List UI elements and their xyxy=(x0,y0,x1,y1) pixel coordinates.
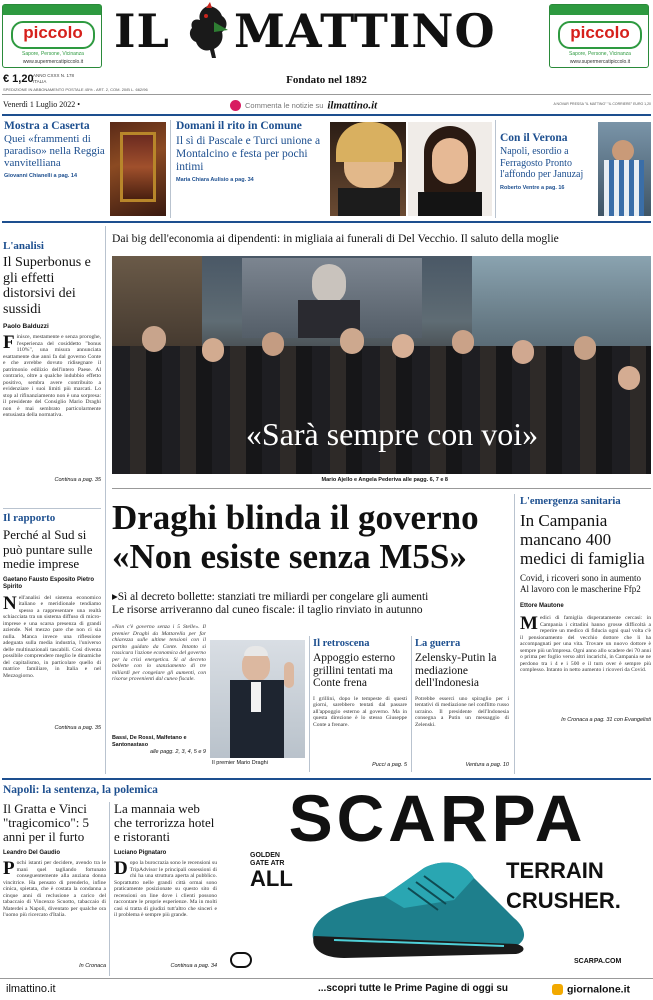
sanita-kicker: L'emergenza sanitaria xyxy=(520,496,621,507)
funeral-quote: «Sarà sempre con voi» xyxy=(245,416,539,452)
giornalone-icon xyxy=(552,984,563,995)
rooster-icon xyxy=(184,2,232,60)
retroscena-headline: Appoggio esterno grillini tentati ma Conte frena xyxy=(313,652,396,689)
analysis-dropcap: F xyxy=(3,334,15,353)
main-pages: alle pagg. 2, 3, 4, 5 e 9 xyxy=(150,749,206,755)
scarpa-model-2: GATE ATR xyxy=(250,860,285,867)
scarpa-ad[interactable] xyxy=(224,786,651,976)
footer-middle: ...scopri tutte le Prime Pagine di oggi su xyxy=(318,983,509,994)
mannaia-dropcap: D xyxy=(114,860,128,879)
analysis-headline: Il Superbonus e gli effetti distorsivi dei sussidi xyxy=(3,255,91,317)
issue-date: Venerdì 1 Luglio 2022 • xyxy=(3,100,81,109)
comment-icon xyxy=(230,100,241,111)
main-headline-2[interactable]: «Non esiste senza M5S» xyxy=(112,537,467,576)
bottom-blue-rule xyxy=(2,778,651,780)
teaser-divider-2 xyxy=(495,120,496,218)
teaser-1-headline: Quei «frammenti di paradiso» nella Reggia vanvitelliana xyxy=(4,133,105,169)
teaser-bottom-rule xyxy=(2,221,651,223)
sanita-block[interactable] xyxy=(520,496,651,774)
gratta-body: Pochi istanti per decidere, avendo tra le mani quel tagliando fortunato conseguentemente alla anziana donna vincitrice. Ha pensato di prenderlo, infine cinica, spietata, che è costata la condanna a cinque anni di reclusione a carico del tabaccaio di Vincenzo Scuotto, tabaccaio di Materdei a Napoli, diventato per qualche ora l'uomo più ricercato d'Italia. xyxy=(3,860,106,918)
main-sub-1: ▸Sì al decreto bollette: stanziati tre miliardi per congelare gli aumenti xyxy=(112,591,429,603)
guerra-headline: Zelensky-Putin la mediazione dell'Indonesia xyxy=(415,652,497,689)
analysis-continue[interactable]: Continua a pag. 35 xyxy=(54,477,101,483)
main-headline-1[interactable]: Draghi blinda il governo xyxy=(112,498,479,537)
scarpa-model-1: GOLDEN xyxy=(250,852,280,859)
promo-prefix: Commenta le notizie su xyxy=(245,100,324,110)
price-note-2: ITALIA xyxy=(33,79,47,84)
teaser-2-kicker: Domani il rito in Comune xyxy=(176,120,302,132)
analysis-author: Paolo Balduzzi xyxy=(3,323,49,330)
masthead-title-right: MATTINO xyxy=(234,4,496,58)
retroscena-body: I grillini, dopo le tempeste di questi giorni, sarebbero tentati dal passare all'appoggio esterno al governo. Ma in questa direzione è lo stesso Giuseppe Conte a frenare. xyxy=(313,695,407,728)
funeral-caption: Mario Ajello e Angela Pederiva alle pagg. 6, 7 e 8 xyxy=(321,477,448,483)
ad-right[interactable] xyxy=(549,4,649,68)
analysis-block[interactable] xyxy=(3,225,101,505)
draghi-photo-caption: Il premier Mario Draghi xyxy=(212,760,268,766)
postal-note: SPEDIZIONE IN ABBONAMENTO POSTALE 45% - ART. 2, COM. 20/B L. 662/96 xyxy=(3,87,148,92)
left-col-rule xyxy=(3,508,101,509)
report-kicker: Il rapporto xyxy=(3,512,56,524)
teaser-2-byline: Maria Chiara Aulisio a pag. 34 xyxy=(176,177,254,183)
report-body: Nell'analisi del sistema economico italiano e meridionale tendiamo spesso a rappresentare una realtà schiacciata tra un sistema diffuso di micro-imprese e una scarsa presenza di grandi aziende. Nel mezzo pare che non ci sia nulla. Manca invece una riflessione adeguata sulla media industria, l'universo delle multinazionali tascabili. Così diventa possibile comprendere meglio le dinamiche del capitalismo, in particolare quello di matrice familiare, in Italia e nel Mezzogiorno. xyxy=(3,594,101,679)
ad-right-url: www.supermercatipiccolo.it xyxy=(569,59,631,65)
guerra-byline: Ventura a pag. 10 xyxy=(465,761,509,768)
report-dropcap: N xyxy=(3,594,17,614)
shoe-image xyxy=(304,848,534,960)
report-continue[interactable]: Continua a pag. 35 xyxy=(54,724,101,731)
mannaia-block[interactable] xyxy=(114,802,217,978)
teaser-divider-1 xyxy=(170,120,171,218)
top-blue-rule xyxy=(2,114,651,116)
ad-left[interactable] xyxy=(2,4,102,68)
ad-right-tag: Sapore, Persone, Vicinanza xyxy=(569,51,631,57)
teaser-2-photo-b xyxy=(408,122,492,216)
scarpa-tag-all: ALL xyxy=(250,866,293,891)
retroscena-byline: Pucci a pag. 5 xyxy=(372,761,407,768)
scarpa-tag-crusher: CRUSHER. xyxy=(506,888,621,913)
main-divider-1 xyxy=(309,636,310,772)
bottom-divider xyxy=(109,802,110,976)
mannaia-body: Dopo la burocrazia sono le recensioni su TripAdvisor le principali ossessioni di chi ha una struttura aperta al pubblico. Soprattutto nelle grandi città ormai sono praticamente posizionate su questo sito di recensioni on line dove i clienti possono raccontare le proprie esperienze. Ma in molti casi si tratta di giudizi tutt'altro che sinceri e il problema è sempre più grande. xyxy=(114,860,217,918)
mannaia-headline: La mannaia web che terrorizza hotel e ristoranti xyxy=(114,801,215,844)
right-note: A NOVAR PRESSA "IL MATTINO" "IL CORRIERE" EURO 1,20 xyxy=(553,102,651,106)
main-top-rule xyxy=(112,488,651,489)
report-author: Gaetano Fausto Esposito Pietro Spirito xyxy=(3,576,95,590)
sanita-byline: In Cronaca a pag. 31 con Evangelisti xyxy=(561,717,651,723)
footer-right[interactable] xyxy=(552,980,652,998)
mannaia-author: Luciano Pignataro xyxy=(114,850,167,856)
left-col-divider xyxy=(105,226,106,774)
teaser-1-byline: Giovanni Chianelli a pag. 14 xyxy=(4,173,78,179)
gratta-byline: In Cronaca xyxy=(79,963,106,969)
funeral-photo[interactable] xyxy=(112,256,651,474)
sanita-author: Ettore Mautone xyxy=(520,603,564,609)
teaser-1-photo xyxy=(110,122,166,216)
teaser-3-kicker: Con il Verona xyxy=(500,132,568,144)
teaser-2-photo-a xyxy=(330,122,406,216)
main-sub-2: Le risorse arriveranno dal cuneo fiscale: il taglio rinviato in autunno xyxy=(112,604,423,616)
ad-right-logo: piccolo xyxy=(558,21,642,49)
teaser-1-kicker: Mostra a Caserta xyxy=(4,120,90,132)
gratta-headline: Il Gratta e Vinci "tragicomico": 5 anni per il furto xyxy=(3,801,90,844)
gratta-dropcap: P xyxy=(3,860,15,879)
footer-right-label[interactable]: giornalone.it xyxy=(567,983,630,996)
teaser-3-headline: Napoli, esordio a Ferragosto Pronto l'affondo per Januzaj xyxy=(500,146,584,180)
masthead-rule xyxy=(2,94,651,95)
ad-left-logo: piccolo xyxy=(11,21,95,49)
masthead-title-left: IL xyxy=(114,4,170,58)
retroscena-kicker: Il retroscena xyxy=(313,638,370,649)
main-byline: Bassi, De Rossi, Malfetano e Santonastaso xyxy=(112,735,187,748)
mannaia-byline: Continua a pag. 34 xyxy=(170,963,217,969)
teaser-3[interactable] xyxy=(500,120,596,218)
scarpa-logo-icon xyxy=(230,952,252,968)
teaser-3-photo xyxy=(598,122,651,216)
ad-left-tag: Sapore, Persone, Vicinanza xyxy=(22,51,84,57)
funeral-banner[interactable]: Dai big dell'economia ai dipendenti: in migliaia ai funerali di Del Vecchio. Il saluto della moglie xyxy=(112,232,559,245)
teaser-2-headline: Il sì di Pascale e Turci unione a Montalcino e festa per pochi intimi xyxy=(176,135,321,173)
sanita-headline: In Campania mancano 400 medici di famiglia xyxy=(520,511,645,568)
gratta-author: Leandro Del Gaudio xyxy=(3,850,61,856)
scarpa-url: SCARPA.COM xyxy=(574,958,622,965)
footer-rule xyxy=(0,978,653,979)
main-body-block[interactable] xyxy=(112,624,206,774)
footer-left[interactable]: ilmattino.it xyxy=(6,983,56,995)
price: € 1,20 xyxy=(3,73,34,85)
guerra-body: Potrebbe esserci uno spiraglio per i tentativi di mediazione nel conflitto russo ucraino. Il presidente dell'Indonesia consegna a Putin un messaggio di Zelenski. xyxy=(415,695,509,728)
scarpa-tag-terrain: TERRAIN xyxy=(506,858,604,883)
promo-line[interactable] xyxy=(230,96,450,112)
guerra-block[interactable] xyxy=(415,638,509,772)
analysis-body: Finisce, mestamente e senza proroghe, l'esperienza del cosiddetto "bonus 110%", una misura annunciata esattamente due anni fa dal governo Conte e che avrebbe dovuto ridisegnare il patrimonio edilizio dell'intero Paese. Al contrario, oltre a qualche indubbio effetto positivo, sembra avere contribuito a evidenziare i suoi limiti più marcati. Lo stop al rifinanziamento non è una sorpresa: il presidente del Consiglio Mario Draghi non è mai sembrato particolarmente entusiasta della normativa. xyxy=(3,334,101,418)
teaser-3-byline: Roberto Ventre a pag. 16 xyxy=(500,184,565,191)
founded-line: Fondato nel 1892 xyxy=(286,74,367,86)
retroscena-block[interactable] xyxy=(313,638,407,772)
main-divider-2 xyxy=(411,636,412,772)
price-note: ANNO CXXX N. 178 xyxy=(33,73,75,78)
sanita-body: Medici di famiglia disperatamente cercasi: in Campania i cittadini hanno grosse difficoltà a reperire un medico di fiducia ogni qual volta c'è il pensionamento del vecchio dottore che li ha accompagnati per una vita. Trovare un nuovo dottore è sempre più un'impresa. Ogni anno allo scadere dei 70 anni o prima per foglio verso altri incarichi, in Campania se ne perdono tra i 4 e i 500 e il turn over è sempre più complesso. Intanto in netto aumento i ricoveri da Covid. xyxy=(520,615,651,673)
teaser-1[interactable] xyxy=(4,120,108,218)
draghi-photo[interactable] xyxy=(210,640,305,758)
promo-site[interactable]: ilmattino.it xyxy=(327,99,378,112)
scarpa-brand: SCARPA xyxy=(288,786,587,855)
main-body: «Non c'è governo senza i 5 Stelle». Il premier Draghi da Mattarella per far chiarezza sulle ultime tensioni con il partito guidato da Conte. Intanto si rassicura l'azione economica del governo per la crisi energetica. Si al decreto bollette con lo stanziamento di tre miliardi per congelare gli aumenti, con risorse provenienti dal cuneo fiscale. xyxy=(112,624,206,682)
analysis-kicker: L'analisi xyxy=(3,240,44,252)
ad-left-url: www.supermercatipiccolo.it xyxy=(22,59,84,65)
right-col-divider xyxy=(514,494,515,774)
report-headline: Perché al Sud si può puntare sulle medie imprese xyxy=(3,527,93,571)
report-block[interactable] xyxy=(3,512,101,772)
teaser-2[interactable] xyxy=(176,120,328,218)
sanita-dropcap: M xyxy=(520,615,538,634)
sanita-sub: Covid, i ricoveri sono in aumento Al lavoro con le mascherine Ffp2 xyxy=(520,573,641,594)
guerra-kicker: La guerra xyxy=(415,638,461,649)
masthead xyxy=(108,0,545,86)
bottom-banner: Napoli: la sentenza, la polemica xyxy=(3,784,158,796)
gratta-block[interactable] xyxy=(3,802,106,978)
